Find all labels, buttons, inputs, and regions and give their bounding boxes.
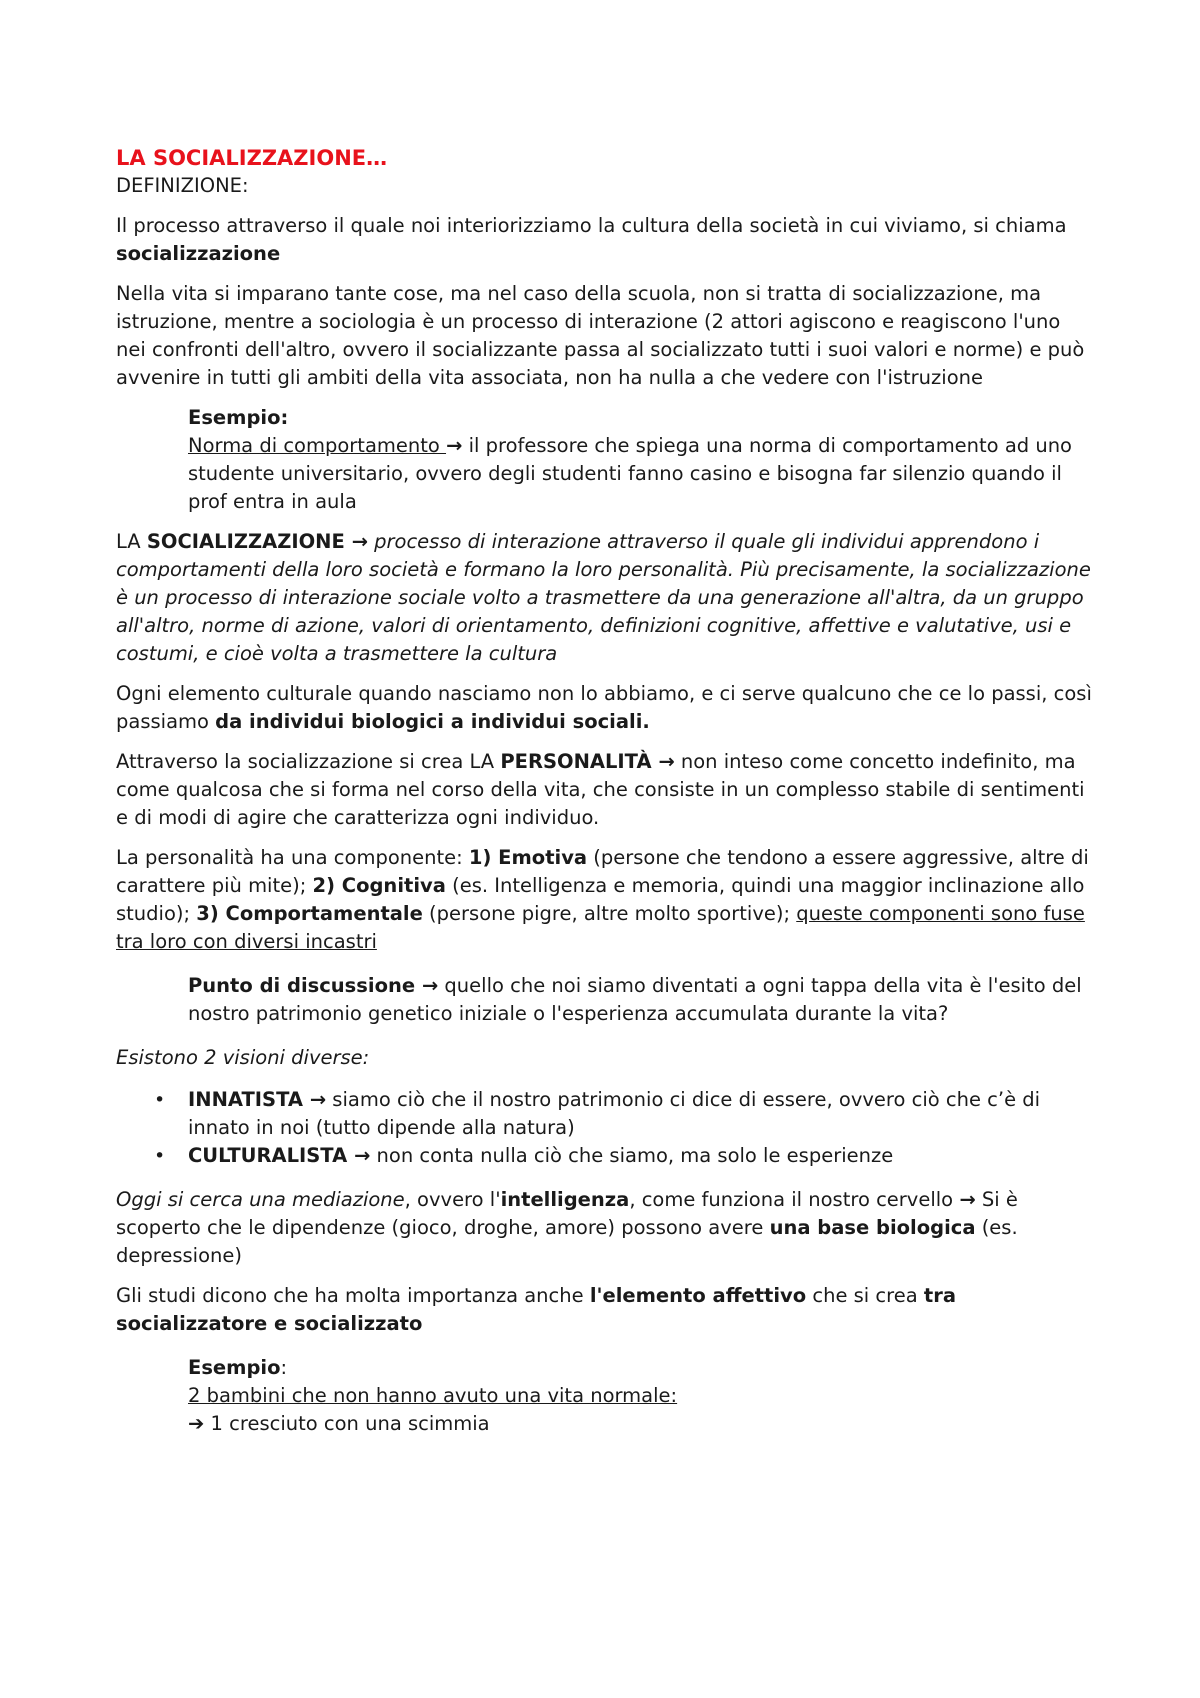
- paragraph-text: La personalità ha una componente:: [116, 846, 469, 869]
- definition-paragraph: [116, 212, 1096, 268]
- example-block-1: [188, 404, 1096, 516]
- paragraph-text: (es. Intelligenza e memoria, quindi una maggior inclinazione allo studio);: [116, 874, 1085, 925]
- example-text: [188, 432, 1096, 516]
- paragraph-text: (persone pigre, altre molto sportive);: [422, 902, 797, 925]
- paragraph-text: non inteso come concetto indefinito, ma come qualcosa che si forma nel corso della vita, che consiste in un complesso stabile di sentimenti e di modi di agire che caratterizza ogni individuo.: [116, 750, 1085, 829]
- list-item: [116, 1086, 1096, 1142]
- definition-label: DEFINIZIONE:: [116, 174, 249, 197]
- paragraph-text: (es. depressione): [116, 1216, 1018, 1267]
- discussion-text: quello che noi siamo diventati a ogni tappa della vita è l'esito del nostro patrimonio genetico iniziale o l'esperienza accumulata durante la vita?: [188, 974, 1082, 1025]
- arrow-right-icon: →: [658, 750, 675, 773]
- list-item-text: non conta nulla ciò che siamo, ma solo le esperienze: [370, 1144, 894, 1167]
- definition-term: socializzazione: [116, 242, 281, 265]
- arrow-right-icon: →: [421, 974, 439, 997]
- paragraph-underlined: queste componenti sono fuse tra loro con diversi incastri: [116, 902, 1085, 953]
- paragraph-mediazione: [116, 1186, 1096, 1270]
- example-item-text: 1 cresciuto con una scimmia: [204, 1412, 490, 1435]
- example-item: [188, 1410, 1096, 1438]
- paragraph-bold: l'elemento affettivo: [589, 1284, 807, 1307]
- component-comportamentale: 3) Comportamentale: [196, 902, 423, 925]
- example-block-2: [188, 1354, 1096, 1438]
- example-colon: :: [280, 1356, 288, 1379]
- definition-text: Il processo attraverso il quale noi interiorizziamo la cultura della società in cui viviamo, si chiama: [116, 214, 1067, 237]
- socializzazione-definition: [116, 528, 1096, 668]
- arrow-right-icon: →: [959, 1188, 976, 1211]
- paragraph-text: Si è scoperto che le dipendenze (gioco, droghe, amore) possono avere: [116, 1188, 1018, 1239]
- example-label-line: [188, 1354, 1096, 1382]
- example-body: il professore che spiega una norma di comportamento ad uno studente universitario, ovvero degli studenti fanno casino e bisogna far silenzio quando il prof entra in aula: [188, 434, 1072, 513]
- example-label: Esempio: [188, 1356, 281, 1379]
- paragraph-text: Gli studi dicono che ha molta importanza anche: [116, 1284, 590, 1307]
- paragraph-italic: Oggi si cerca una mediazione: [116, 1188, 405, 1211]
- bullet-icon: •: [154, 1089, 166, 1111]
- example-label: Esempio:: [188, 406, 289, 429]
- paragraph-componenti: [116, 844, 1096, 956]
- paragraph-bold: tra socializzatore e socializzato: [116, 1284, 956, 1335]
- paragraph-text: (persone che tendono a essere aggressive, altre di carattere più mite);: [116, 846, 1089, 897]
- arrow-right-icon: →: [353, 1144, 371, 1167]
- paragraph-affettivo: [116, 1282, 1096, 1338]
- paragraph-text: Attraverso la socializzazione si crea LA: [116, 750, 501, 773]
- component-emotiva: 1) Emotiva: [468, 846, 588, 869]
- definition-prefix: LA: [116, 530, 147, 553]
- paragraph-text: , come funziona il nostro cervello: [629, 1188, 960, 1211]
- paragraph-personalita: [116, 748, 1096, 832]
- visions-list: [116, 1086, 1096, 1170]
- list-item-label: INNATISTA: [188, 1088, 310, 1111]
- list-item-text: siamo ciò che il nostro patrimonio ci dice di essere, ovvero ciò che c’è di innato in noi (tutto dipende alla natura): [188, 1088, 1041, 1139]
- paragraph-bold: PERSONALITÀ: [500, 750, 659, 773]
- definition-heading: SOCIALIZZAZIONE: [146, 530, 352, 553]
- discussion-point: [188, 972, 1096, 1028]
- paragraph-bold: intelligenza: [500, 1188, 630, 1211]
- arrow-bullet-icon: ➔: [188, 1412, 205, 1435]
- component-cognitiva: 2) Cognitiva: [312, 874, 446, 897]
- page-title: LA SOCIALIZZAZIONE…: [116, 146, 388, 170]
- definition-italic-text: processo di interazione attraverso il quale gli individui apprendono i comportamenti della loro società e formano la loro personalità. Più precisamente, la socializzazione è un processo di interazione sociale volto a trasmettere da una generazione all'altra, da un gruppo all'altro, norme di azione, valori di orientamento, definizioni cognitive, affettive e valutative, usi e costumi, e cioè volta a trasmettere la cultura: [116, 530, 1091, 665]
- visions-label: Esistono 2 visioni diverse:: [116, 1046, 370, 1069]
- document-page: [116, 144, 1096, 1438]
- list-item: [116, 1142, 1096, 1170]
- paragraph-bold: una base biologica: [769, 1216, 976, 1239]
- example-underlined: Norma di comportamento: [188, 434, 447, 457]
- arrow-right-icon: →: [309, 1088, 327, 1111]
- discussion-label: Punto di discussione: [188, 974, 422, 997]
- bullet-icon: •: [154, 1145, 166, 1167]
- paragraph-text: Ogni elemento culturale quando nasciamo non lo abbiamo, e ci serve qualcuno che ce lo passi, così passiamo: [116, 682, 1092, 733]
- paragraph-text: che si crea: [806, 1284, 924, 1307]
- list-item-label: CULTURALISTA: [188, 1144, 354, 1167]
- arrow-right-icon: →: [446, 434, 463, 457]
- paragraph-istruzione: Nella vita si imparano tante cose, ma nel caso della scuola, non si tratta di socializzazione, ma istruzione, mentre a sociologia è un processo di interazione (2 attori agiscono e reagiscono l'uno nei confronti dell'altro, ovvero il socializzante passa al socializzato tutti i suoi valori e norme) e può avvenire in tutti gli ambiti della vita associata, non ha nulla a che vedere con l'istruzione: [116, 282, 1085, 389]
- arrow-right-icon: →: [351, 530, 368, 553]
- paragraph-bold: da individui biologici a individui sociali.: [215, 710, 650, 733]
- example-underlined: 2 bambini che non hanno avuto una vita normale:: [188, 1384, 678, 1407]
- paragraph-elemento-culturale: [116, 680, 1096, 736]
- paragraph-text: , ovvero l': [404, 1188, 501, 1211]
